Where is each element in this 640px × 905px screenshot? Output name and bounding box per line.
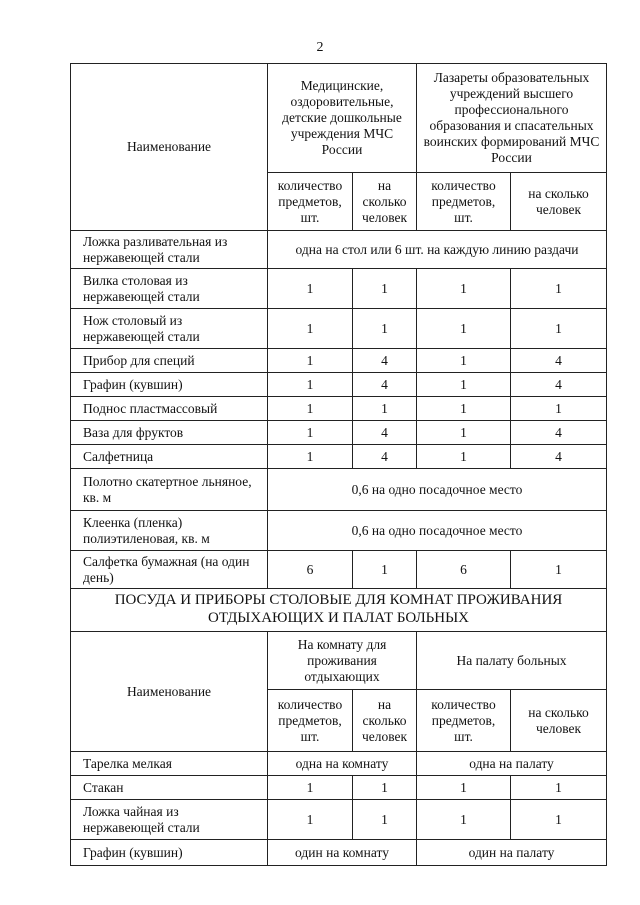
table-row [71,309,607,349]
table2-sub-qty-2: количество предметов, шт. [417,690,511,752]
per-cell: 1 [511,800,607,840]
per-cell: 1 [511,776,607,800]
qty-cell: 1 [268,269,353,309]
table-row [71,397,607,421]
norm-room: одна на комнату [268,752,417,776]
qty-cell: 1 [268,349,353,373]
item-name: Графин (кувшин) [71,840,268,866]
per-cell: 4 [353,445,417,469]
per-cell: 4 [511,445,607,469]
norm-room: один на комнату [268,840,417,866]
table-row [71,840,607,866]
qty-cell: 1 [417,800,511,840]
item-name: Вилка столовая из нержавеющей стали [71,269,268,309]
qty-cell: 1 [417,349,511,373]
section-title: ПОСУДА И ПРИБОРЫ СТОЛОВЫЕ ДЛЯ КОМНАТ ПРОЖИВАНИЯ ОТДЫХАЮЩИХ И ПАЛАТ БОЛЬНЫХ [71,589,607,632]
per-cell: 4 [353,349,417,373]
per-cell: 4 [353,373,417,397]
norm-merged: 0,6 на одно посадочное место [268,469,607,511]
table-row [71,752,607,776]
qty-cell: 1 [268,800,353,840]
item-name: Прибор для специй [71,349,268,373]
item-name: Нож столовый из нержавеющей стали [71,309,268,349]
per-cell: 1 [353,551,417,589]
qty-cell: 1 [268,397,353,421]
table2-sub-per-2: на сколько человек [511,690,607,752]
per-cell: 1 [353,776,417,800]
per-cell: 1 [353,309,417,349]
qty-cell: 1 [417,373,511,397]
table2-group1-header: На комнату для проживания отдыхающих [268,632,417,690]
qty-cell: 1 [268,421,353,445]
table-row [71,511,607,551]
table-row [71,231,607,269]
norm-merged: 0,6 на одно посадочное место [268,511,607,551]
per-cell: 1 [353,269,417,309]
per-cell: 1 [353,397,417,421]
per-cell: 4 [353,421,417,445]
table-row [71,421,607,445]
table1-sub-qty-1: количество предметов, шт. [268,173,353,231]
table2-group2-header: На палату больных [417,632,607,690]
qty-cell: 1 [268,445,353,469]
item-name: Тарелка мелкая [71,752,268,776]
norm-ward: одна на палату [417,752,607,776]
table2-sub-per-1: на сколько человек [353,690,417,752]
table2-sub-qty-1: количество предметов, шт. [268,690,353,752]
per-cell: 4 [511,421,607,445]
item-name: Клеенка (пленка) полиэтиленовая, кв. м [71,511,268,551]
table-row [71,469,607,511]
qty-cell: 6 [268,551,353,589]
table1-name-header: Наименование [71,64,268,231]
norm-merged: одна на стол или 6 шт. на каждую линию раздачи [268,231,607,269]
per-cell: 1 [511,309,607,349]
item-name: Полотно скатертное льняное, кв. м [71,469,268,511]
qty-cell: 1 [417,776,511,800]
table2-name-header: Наименование [71,632,268,752]
item-name: Стакан [71,776,268,800]
per-cell: 4 [511,349,607,373]
item-name: Графин (кувшин) [71,373,268,397]
per-cell: 1 [353,800,417,840]
qty-cell: 1 [417,309,511,349]
item-name: Ложка чайная из нержавеющей стали [71,800,268,840]
qty-cell: 1 [268,776,353,800]
qty-cell: 1 [417,269,511,309]
per-cell: 1 [511,397,607,421]
qty-cell: 1 [417,421,511,445]
norm-ward: один на палату [417,840,607,866]
per-cell: 1 [511,551,607,589]
table-row [71,269,607,309]
table1-group1-header: Медицинские, оздоровительные, детские дошкольные учреждения МЧС России [268,64,417,173]
table1-sub-per-2: на сколько человек [511,173,607,231]
table-row [71,373,607,397]
item-name: Ваза для фруктов [71,421,268,445]
qty-cell: 1 [268,373,353,397]
table1-sub-per-1: на сколько человек [353,173,417,231]
item-name: Поднос пластмассовый [71,397,268,421]
qty-cell: 6 [417,551,511,589]
table-row [71,776,607,800]
table1-group2-header: Лазареты образовательных учреждений высшего профессионального образования и спасательных воинских формирований МЧС России [417,64,607,173]
qty-cell: 1 [417,397,511,421]
item-name: Ложка разливательная из нержавеющей стали [71,231,268,269]
page-number: 2 [316,40,324,55]
tableware-norms-table [70,63,607,866]
item-name: Салфетница [71,445,268,469]
per-cell: 1 [511,269,607,309]
qty-cell: 1 [268,309,353,349]
table-row [71,349,607,373]
table-row [71,551,607,589]
item-name: Салфетка бумажная (на один день) [71,551,268,589]
table-row [71,445,607,469]
per-cell: 4 [511,373,607,397]
table-row [71,800,607,840]
qty-cell: 1 [417,445,511,469]
table1-sub-qty-2: количество предметов, шт. [417,173,511,231]
